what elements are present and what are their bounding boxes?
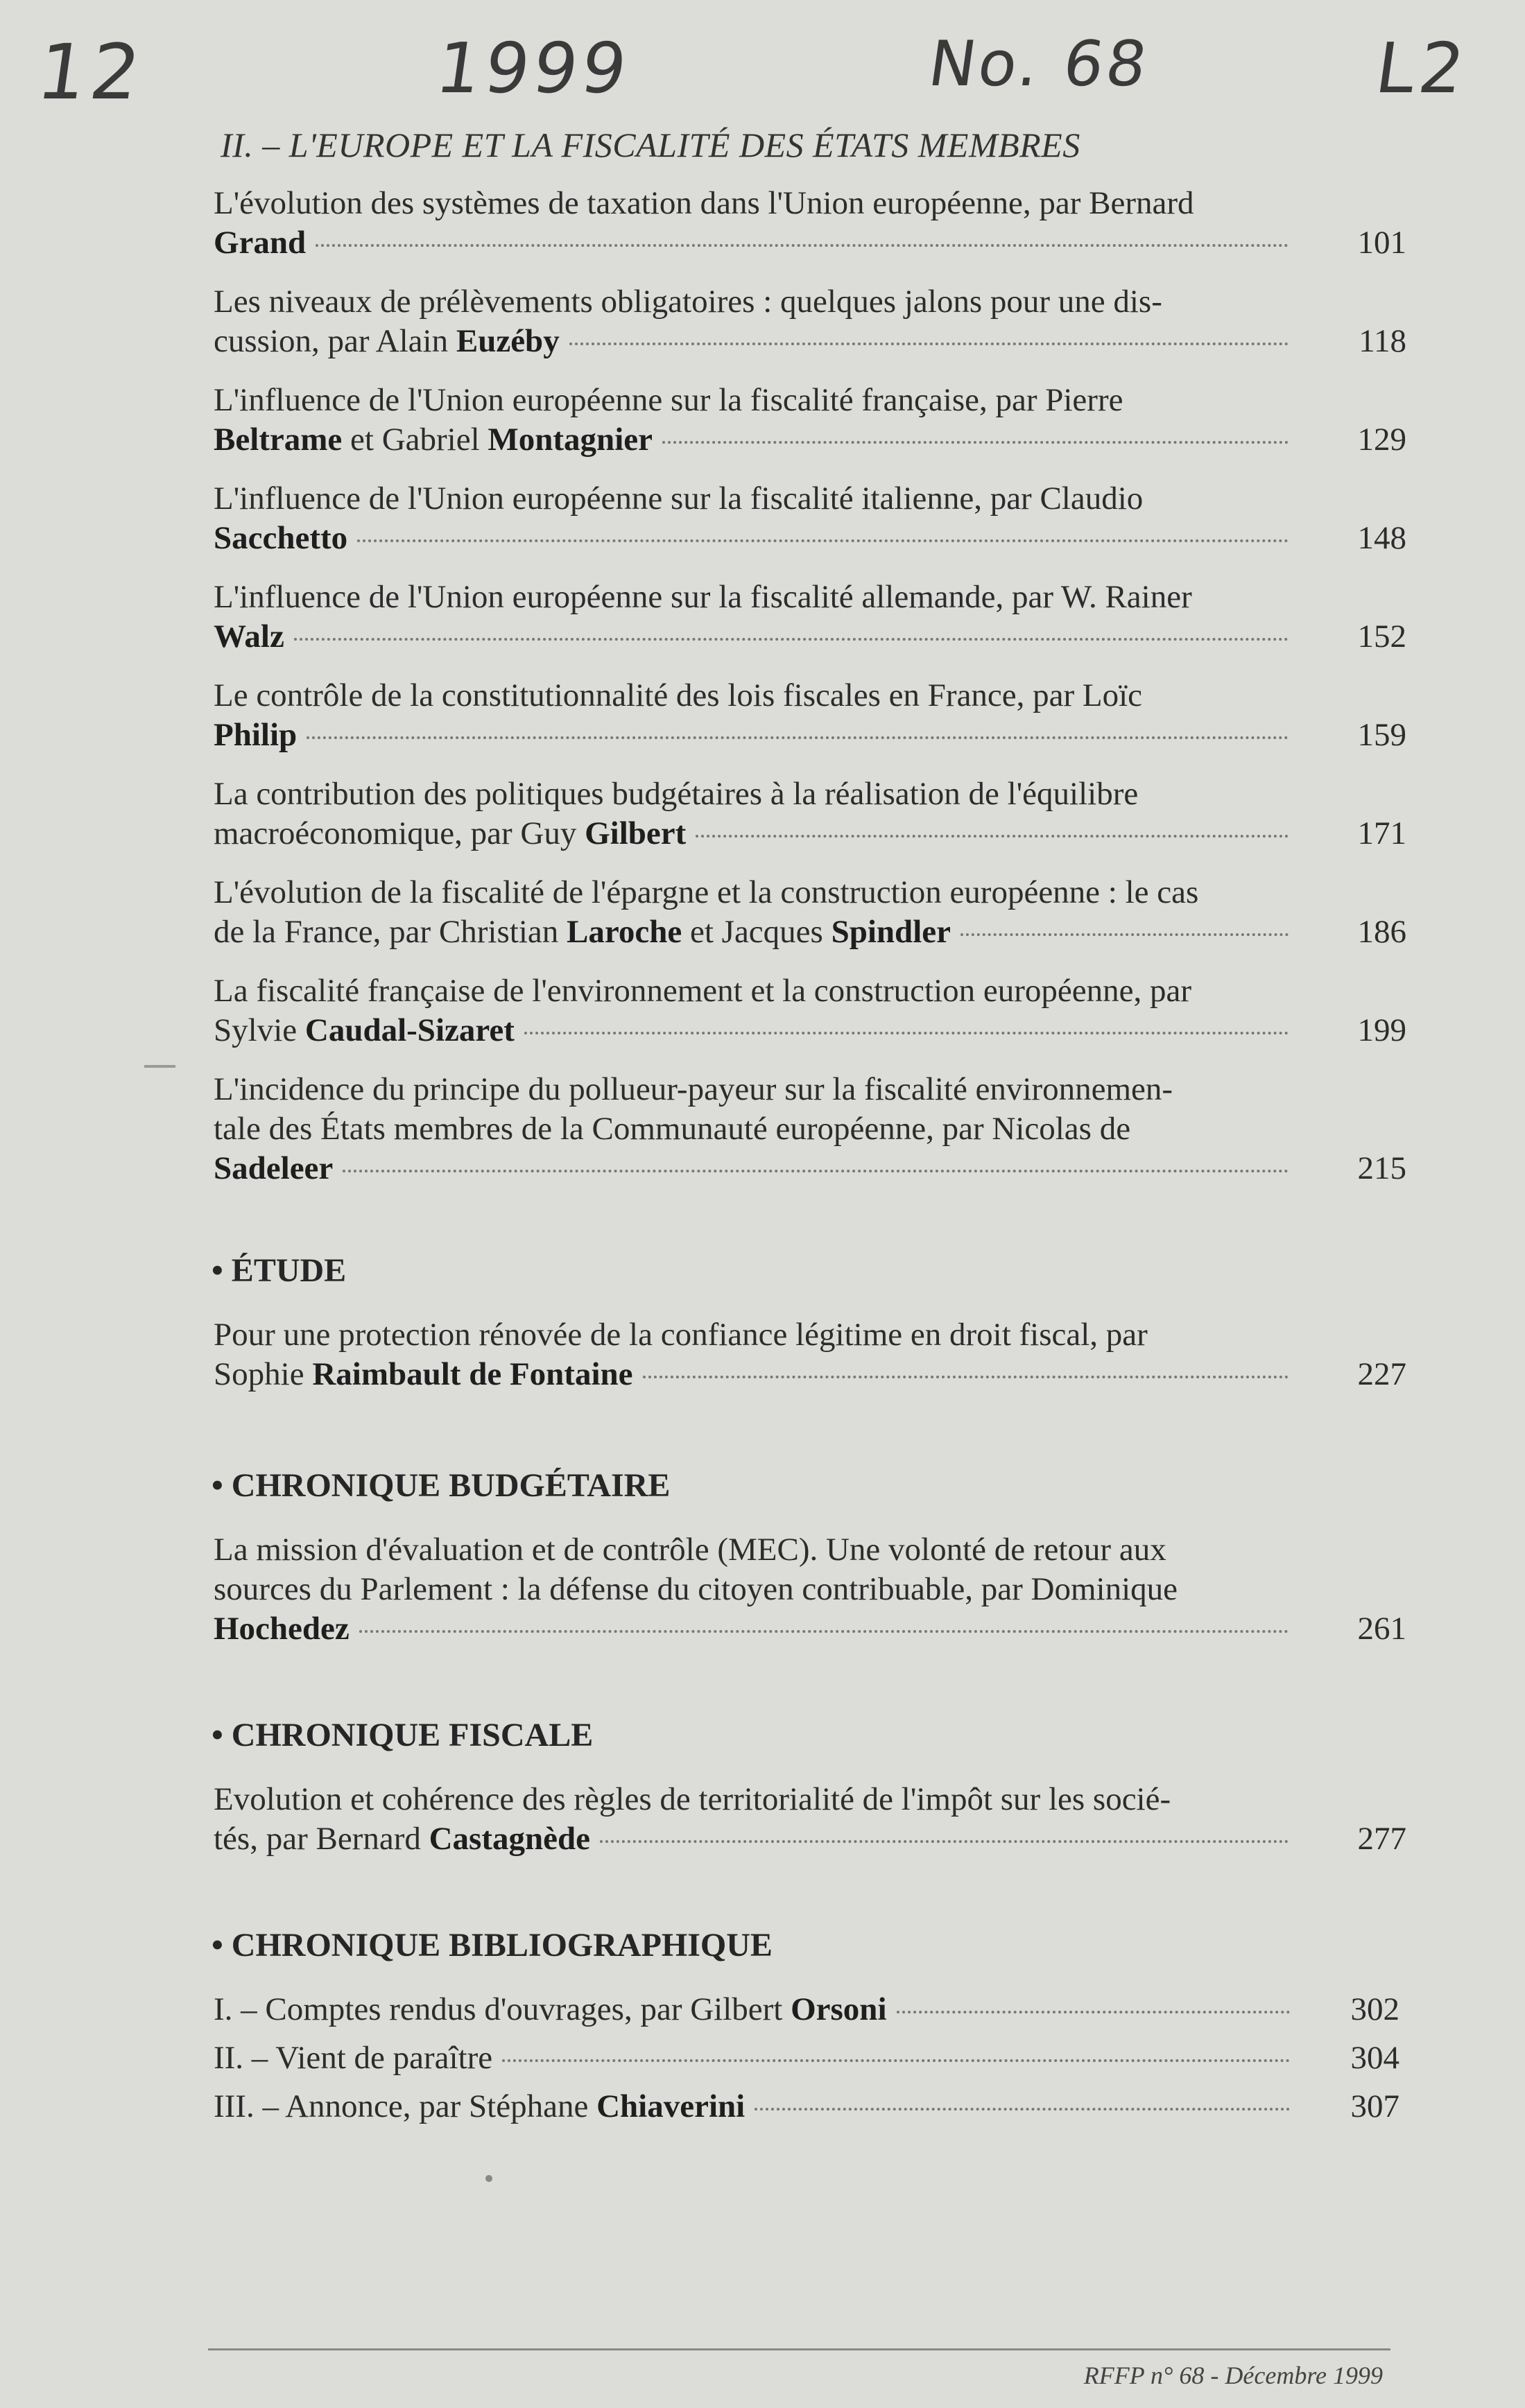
page-number: 199 <box>1357 1012 1406 1048</box>
entry-title: L'influence de l'Union européenne sur la fiscalité française, par Pierre <box>214 382 1123 418</box>
author-name: Euzéby <box>456 323 560 359</box>
author-name: Beltrame <box>214 422 343 458</box>
entry-title: Le contrôle de la constitutionnalité des lois fiscales en France, par Loïc <box>214 677 1143 713</box>
author-name: Grand <box>214 225 307 261</box>
entry-text: et Jacques <box>682 914 832 950</box>
entry-title: sources du Parlement : la défense du citoyen contribuable, par Dominique <box>214 1571 1178 1607</box>
entry-title: La fiscalité française de l'environnement et la construction européenne, par <box>214 973 1191 1009</box>
author-name: Caudal-Sizaret <box>304 1012 515 1048</box>
leader-dots <box>662 441 1289 444</box>
toc-entry <box>214 578 1406 657</box>
leader-dots <box>359 1630 1289 1633</box>
footer-rule <box>208 2348 1390 2350</box>
section-heading: II. – L'EUROPE ET LA FISCALITÉ DES ÉTATS MEMBRES <box>221 125 1080 164</box>
entry-title: Pour une protection rénovée de la confiance légitime en droit fiscal, par <box>214 1317 1148 1353</box>
entry-title: L'influence de l'Union européenne sur la fiscalité italienne, par Claudio <box>214 480 1144 517</box>
entry-text: et Gabriel <box>342 422 488 458</box>
toc-entry <box>214 1780 1406 1859</box>
page-footer: RFFP n° 68 - Décembre 1999 <box>1083 2362 1383 2389</box>
leader-dots <box>696 835 1289 838</box>
section-title-chronique-budgetaire: • CHRONIQUE BUDGÉTAIRE <box>212 1467 671 1504</box>
author-name: Montagnier <box>488 422 653 458</box>
handwritten-year: 1999 <box>431 28 636 109</box>
entry-text: III. – Annonce, par Stéphane <box>214 2088 597 2124</box>
page-number: 159 <box>1357 717 1406 753</box>
page-number: 101 <box>1357 225 1406 261</box>
toc-entry <box>214 2038 1399 2078</box>
author-name: Walz <box>214 618 284 655</box>
page-number: 171 <box>1357 815 1406 851</box>
leader-dots <box>294 638 1289 641</box>
author-name: Philip <box>214 717 298 753</box>
entry-title: Evolution et cohérence des règles de territorialité de l'impôt sur les socié- <box>214 1781 1171 1817</box>
leader-dots <box>569 343 1289 345</box>
entry-text: de la France, par Christian <box>214 914 567 950</box>
leader-dots <box>502 2059 1290 2062</box>
page-number: 304 <box>1350 2040 1399 2076</box>
handwritten-number-left: 12 <box>32 28 150 116</box>
toc-entry <box>214 1530 1406 1649</box>
author-name: Gilbert <box>585 815 687 851</box>
leader-dots <box>643 1376 1289 1378</box>
toc-entry <box>214 971 1406 1050</box>
leader-dots <box>755 2108 1290 2111</box>
entry-title: L'évolution des systèmes de taxation dans l'Union européenne, par Bernard <box>214 185 1194 221</box>
toc-entry <box>214 1315 1406 1394</box>
toc-entry <box>214 479 1406 558</box>
entry-title: tale des États membres de la Communauté européenne, par Nicolas de <box>214 1111 1131 1147</box>
author-name: Spindler <box>831 914 951 950</box>
author-name: Orsoni <box>791 1991 887 2027</box>
toc-entry <box>214 873 1406 952</box>
toc-entry <box>214 676 1406 755</box>
author-name: Laroche <box>567 914 682 950</box>
entry-text: I. – Comptes rendus d'ouvrages, par Gilbert <box>214 1991 791 2027</box>
section-title-chronique-fiscale: • CHRONIQUE FISCALE <box>212 1717 594 1753</box>
entry-text: Sylvie <box>214 1012 305 1048</box>
section-title-chronique-bibliographique: • CHRONIQUE BIBLIOGRAPHIQUE <box>212 1927 773 1964</box>
paper-speck <box>485 2175 492 2182</box>
leader-dots <box>897 2011 1290 2013</box>
handwritten-number-right: L2 <box>1370 28 1474 109</box>
toc-entry <box>214 1070 1406 1188</box>
page-number: 118 <box>1359 323 1406 359</box>
leader-dots <box>307 736 1289 739</box>
entry-title: Les niveaux de prélèvements obligatoires : quelques jalons pour une dis- <box>214 284 1162 320</box>
author-name: Sadeleer <box>214 1150 334 1186</box>
page-number: 261 <box>1357 1611 1406 1647</box>
leader-dots <box>357 539 1289 542</box>
toc-entry <box>214 2087 1399 2127</box>
author-name: Raimbault de Fontaine <box>312 1356 633 1392</box>
entry-text: macroéconomique, par Guy <box>214 815 585 851</box>
entry-text: tés, par Bernard <box>214 1821 429 1857</box>
author-name: Chiaverini <box>596 2088 746 2124</box>
page-number: 215 <box>1357 1150 1406 1186</box>
section-title-etude: • ÉTUDE <box>212 1252 347 1289</box>
entry-title: L'influence de l'Union européenne sur la fiscalité allemande, par W. Rainer <box>214 579 1192 615</box>
leader-dots <box>960 933 1289 936</box>
toc-entry <box>214 184 1406 263</box>
handwritten-issue-number: No. 68 <box>924 28 1154 101</box>
entry-title: L'incidence du principe du pollueur-payeur sur la fiscalité environnemen- <box>214 1071 1173 1107</box>
page-number: 307 <box>1350 2088 1399 2124</box>
toc-entry <box>214 381 1406 460</box>
toc-entry <box>214 774 1406 854</box>
leader-dots <box>343 1170 1289 1172</box>
entry-title: L'évolution de la fiscalité de l'épargne et la construction européenne : le cas <box>214 874 1199 910</box>
page-number: 186 <box>1357 914 1406 950</box>
entry-text: Sophie <box>214 1356 313 1392</box>
page-number: 129 <box>1357 422 1406 458</box>
entry-title: La contribution des politiques budgétaires à la réalisation de l'équilibre <box>214 776 1139 812</box>
page-number: 277 <box>1357 1821 1406 1857</box>
page-number: 302 <box>1350 1991 1399 2027</box>
toc-entry <box>214 1990 1399 2029</box>
page-number: 227 <box>1357 1356 1406 1392</box>
page-number: 148 <box>1357 520 1406 556</box>
author-name: Castagnède <box>429 1821 590 1857</box>
toc-entry <box>214 282 1406 361</box>
leader-dots <box>600 1840 1289 1843</box>
author-name: Sacchetto <box>214 520 348 556</box>
entry-text: cussion, par Alain <box>214 323 456 359</box>
page-number: 152 <box>1357 618 1406 655</box>
entry-title: La mission d'évaluation et de contrôle (MEC). Une volonté de retour aux <box>214 1532 1166 1568</box>
author-name: Hochedez <box>214 1611 350 1647</box>
leader-dots <box>524 1032 1289 1034</box>
entry-text: II. – Vient de paraître <box>214 2040 493 2076</box>
leader-dots <box>316 244 1289 247</box>
margin-mark <box>144 1065 175 1068</box>
